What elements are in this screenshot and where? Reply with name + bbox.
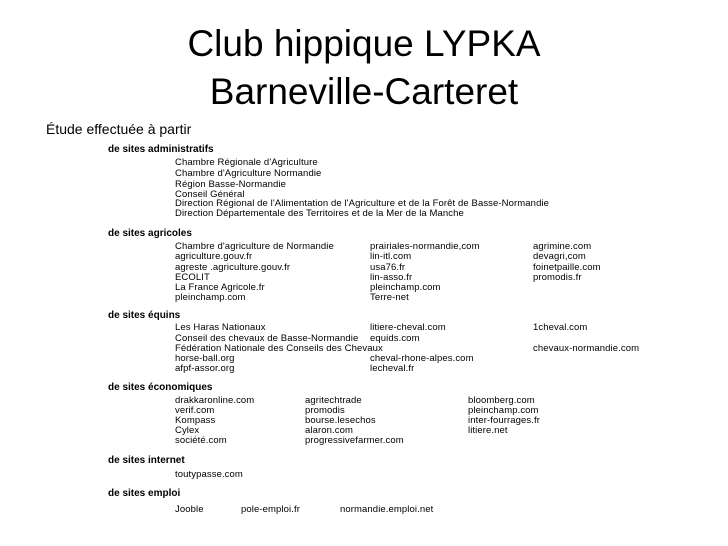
title-line-2: Barneville-Carteret xyxy=(209,71,519,112)
list-item: pole-emploi.fr xyxy=(241,504,300,515)
list-item: lin-itl.com xyxy=(370,251,412,262)
list-item: Chambre Régionale d'Agriculture xyxy=(175,157,318,168)
list-item: horse-ball.org xyxy=(175,353,235,364)
list-item: inter-fourrages.fr xyxy=(468,415,541,426)
list-item: pleinchamp.com xyxy=(468,405,539,416)
list-item: Direction Régional de l'Alimentation de l'Agriculture et de la Forêt de Basse-Normandie xyxy=(175,198,550,209)
list-item: foinetpaille.com xyxy=(533,262,601,273)
list-item: prairiales-normandie,com xyxy=(370,241,480,252)
list-item: chevaux-normandie.com xyxy=(533,343,640,354)
list-item: agrimine.com xyxy=(533,241,592,252)
list-item: Jooble xyxy=(175,504,204,515)
section-heading-economiques: de sites économiques xyxy=(108,382,213,393)
section-heading-administratifs: de sites administratifs xyxy=(108,144,214,155)
list-item: alaron.com xyxy=(305,425,353,436)
section-heading-agricoles: de sites agricoles xyxy=(108,228,192,239)
list-item: usa76.fr xyxy=(370,262,406,273)
section-heading-internet: de sites internet xyxy=(108,455,185,466)
list-item: Fédération Nationale des Conseils des Chevaux xyxy=(175,343,383,354)
list-item: La France Agricole.fr xyxy=(175,282,265,293)
list-item: Cylex xyxy=(175,425,200,436)
list-item: Chambre d'agriculture de Normandie xyxy=(175,241,334,252)
list-item: afpf-assor.org xyxy=(175,363,235,374)
list-item: normandie.emploi.net xyxy=(340,504,434,515)
intro-text: Étude effectuée à partir xyxy=(46,121,192,137)
section-heading-emploi: de sites emploi xyxy=(108,488,181,499)
list-item: litiere.net xyxy=(468,425,508,436)
list-item: progressivefarmer.com xyxy=(305,435,404,446)
list-item: bloomberg.com xyxy=(468,395,535,406)
list-item: litiere-cheval.com xyxy=(370,322,446,333)
list-item: lecheval.fr xyxy=(370,363,415,374)
title-line-1: Club hippique LYPKA xyxy=(187,23,541,64)
list-item: Les Haras Nationaux xyxy=(175,322,266,333)
list-item: ECOLIT xyxy=(175,272,210,283)
list-item: agritechtrade xyxy=(305,395,362,406)
list-item: equids.com xyxy=(370,333,420,344)
list-item: cheval-rhone-alpes.com xyxy=(370,353,474,364)
list-item: agreste .agriculture.gouv.fr xyxy=(175,262,291,273)
list-item: drakkaronline.com xyxy=(175,395,255,406)
list-item: promodis xyxy=(305,405,345,416)
list-item: pleinchamp.com xyxy=(175,292,246,303)
list-item: Terre-net xyxy=(370,292,409,303)
list-item: verif.com xyxy=(175,405,215,416)
list-item: bourse.lesechos xyxy=(305,415,376,426)
list-item: pleinchamp.com xyxy=(370,282,441,293)
list-item: toutypasse.com xyxy=(175,469,243,480)
list-item: Chambre d'Agriculture Normandie xyxy=(175,168,322,179)
section-heading-equins: de sites équins xyxy=(108,310,181,321)
list-item: Direction Départementale des Territoires et de la Mer de la Manche xyxy=(175,208,464,219)
list-item: Région Basse-Normandie xyxy=(175,179,286,190)
list-item: 1cheval.com xyxy=(533,322,588,333)
list-item: Conseil Général xyxy=(175,189,245,200)
list-item: Conseil des chevaux de Basse-Normandie xyxy=(175,333,359,344)
list-item: société.com xyxy=(175,435,227,446)
list-item: devagri,com xyxy=(533,251,586,262)
list-item: agriculture.gouv.fr xyxy=(175,251,253,262)
list-item: promodis.fr xyxy=(533,272,582,283)
list-item: Kompass xyxy=(175,415,216,426)
list-item: lin-asso.fr xyxy=(370,272,413,283)
